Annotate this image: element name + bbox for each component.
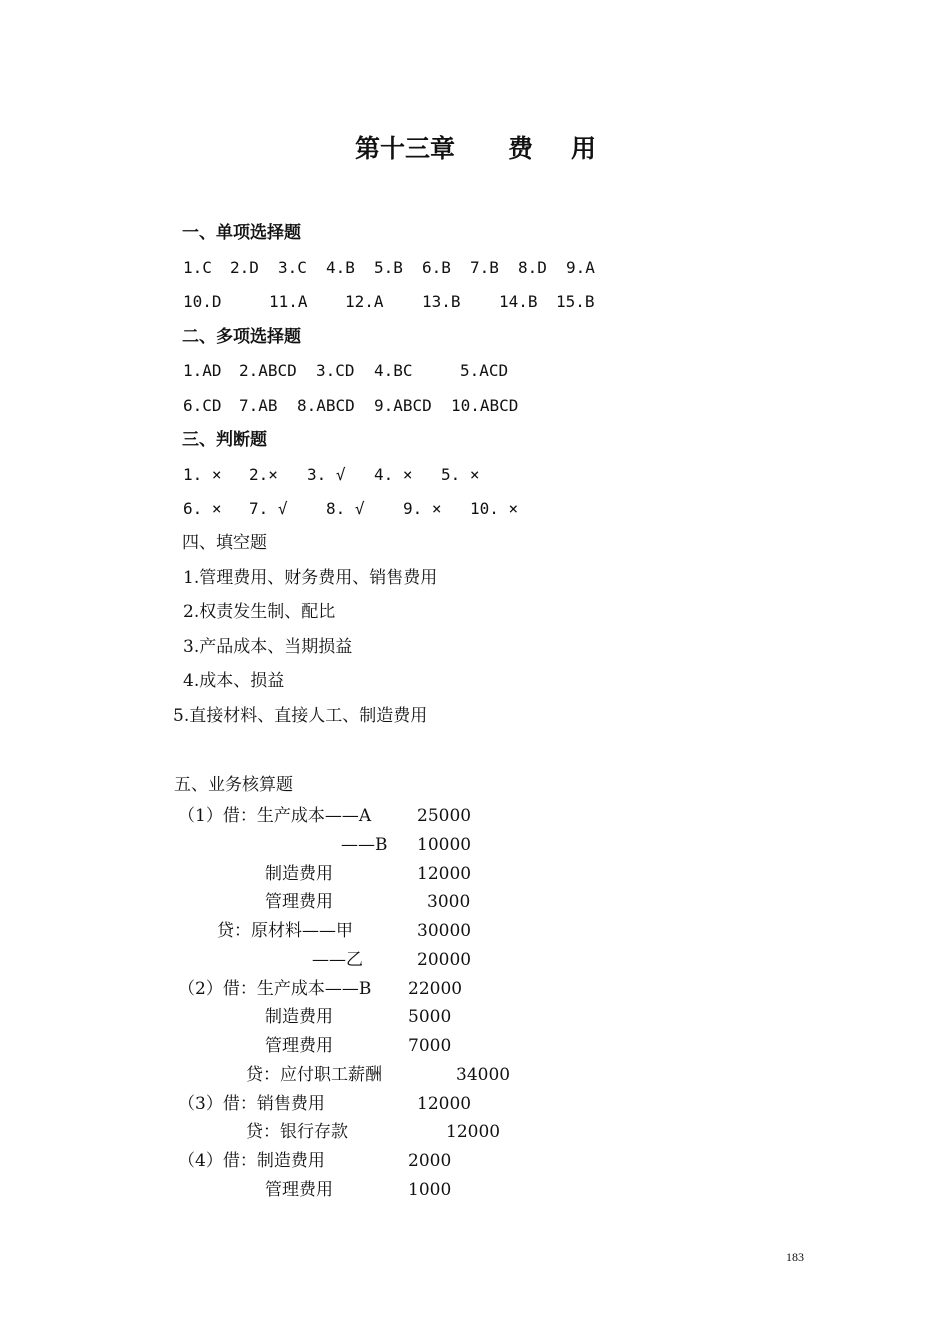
answer-item: 9. × (403, 499, 442, 518)
fill-answer: 1.管理费用、财务费用、销售费用 (183, 568, 438, 588)
answer-item: 7.B (470, 258, 499, 277)
entry-amount: 10000 (417, 835, 472, 855)
fill-answer: 2.权责发生制、配比 (183, 602, 336, 622)
entry-amount: 2000 (408, 1151, 452, 1171)
answer-item: 3.C (278, 258, 307, 277)
page-number: 183 (786, 1250, 804, 1264)
answer-item: 1. × (183, 465, 222, 484)
journal-entry-label: （1）借：生产成本——A (178, 806, 372, 826)
entry-amount: 12000 (417, 864, 472, 884)
answer-item: 6.CD (183, 396, 222, 415)
answer-item: 10.ABCD (451, 396, 519, 415)
title-word-1: 费 (508, 134, 534, 163)
entry-amount: 20000 (417, 950, 472, 970)
entry-account: 管理费用 (265, 892, 333, 912)
chapter-title: 第十三章 (355, 134, 456, 163)
answer-item: 7.AB (239, 396, 278, 415)
answer-item: 2.× (249, 465, 278, 484)
entry-sub-account: ——B (341, 835, 388, 855)
section-heading-multiple-choice: 二、多项选择题 (182, 327, 301, 347)
entry-amount: 3000 (427, 892, 471, 912)
entry-account: 管理费用 (265, 1036, 333, 1056)
entry-account: 管理费用 (265, 1180, 333, 1200)
entry-credit: 贷：原材料——甲 (217, 921, 353, 941)
journal-entry-label: （2）借：生产成本——B (178, 979, 372, 999)
answer-item: 10.D (183, 292, 222, 311)
entry-amount: 12000 (446, 1122, 501, 1142)
section-heading-true-false: 三、判断题 (182, 430, 267, 450)
answer-item: 2.D (230, 258, 259, 277)
fill-answer: 4.成本、损益 (183, 671, 285, 691)
entry-credit: 贷：应付职工薪酬 (246, 1065, 382, 1085)
entry-credit: 贷：银行存款 (246, 1122, 348, 1142)
answer-item: 4.B (326, 258, 355, 277)
entry-amount: 30000 (417, 921, 472, 941)
answer-item: 4.BC (374, 361, 413, 380)
answer-item: 3. √ (307, 465, 346, 484)
journal-entry-label: （3）借：销售费用 (178, 1094, 325, 1114)
answer-item: 13.B (422, 292, 461, 311)
entry-amount: 12000 (417, 1094, 472, 1114)
answer-item: 12.A (345, 292, 384, 311)
answer-item: 3.CD (316, 361, 355, 380)
answer-item: 1.AD (183, 361, 222, 380)
section-heading-accounting: 五、业务核算题 (174, 775, 293, 795)
section-heading-single-choice: 一、单项选择题 (182, 223, 301, 243)
fill-answer: 5.直接材料、直接人工、制造费用 (173, 706, 428, 726)
answer-item: 7. √ (249, 499, 288, 518)
answer-item: 4. × (374, 465, 413, 484)
answer-item: 6. × (183, 499, 222, 518)
title-word-2: 用 (571, 134, 597, 163)
answer-item: 9.A (566, 258, 595, 277)
entry-sub-account: ——乙 (312, 950, 363, 970)
journal-entry-label: （4）借：制造费用 (178, 1151, 325, 1171)
entry-amount: 1000 (408, 1180, 452, 1200)
answer-item: 11.A (269, 292, 308, 311)
entry-amount: 7000 (408, 1036, 452, 1056)
answer-item: 1.C (183, 258, 212, 277)
entry-amount: 5000 (408, 1007, 452, 1027)
entry-amount: 25000 (417, 806, 472, 826)
answer-item: 14.B (499, 292, 538, 311)
answer-item: 5. × (441, 465, 480, 484)
answer-item: 2.ABCD (239, 361, 297, 380)
entry-amount: 34000 (456, 1065, 511, 1085)
answer-item: 6.B (422, 258, 451, 277)
answer-item: 15.B (556, 292, 595, 311)
answer-item: 8.ABCD (297, 396, 355, 415)
answer-item: 8. √ (326, 499, 365, 518)
entry-account: 制造费用 (265, 1007, 333, 1027)
fill-answer: 3.产品成本、当期损益 (183, 637, 353, 657)
answer-item: 5.B (374, 258, 403, 277)
section-heading-fill-blank: 四、填空题 (182, 533, 267, 553)
answer-item: 8.D (518, 258, 547, 277)
entry-account: 制造费用 (265, 864, 333, 884)
answer-item: 9.ABCD (374, 396, 432, 415)
answer-item: 10. × (470, 499, 519, 518)
answer-item: 5.ACD (460, 361, 509, 380)
entry-amount: 22000 (408, 979, 463, 999)
